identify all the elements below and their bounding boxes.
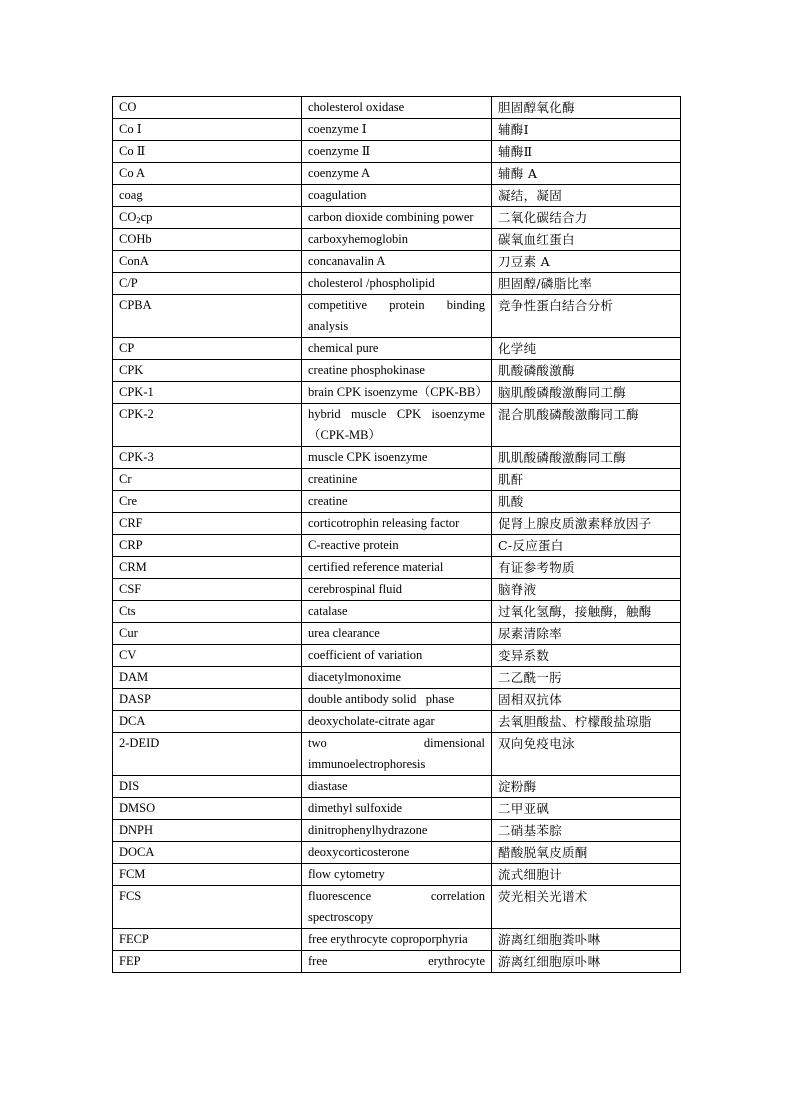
chinese-term-cell: 竞争性蛋白结合分析 [492, 295, 681, 338]
abbreviation-cell: CP [113, 338, 302, 360]
abbreviation-cell: CPK [113, 360, 302, 382]
chinese-term-cell: 游离红细胞粪卟啉 [492, 929, 681, 951]
chinese-term-cell: 混合肌酸磷酸激酶同工酶 [492, 404, 681, 447]
table-row [113, 360, 681, 382]
table-row [113, 623, 681, 645]
chinese-term-cell: 流式细胞计 [492, 864, 681, 886]
table-row [113, 251, 681, 273]
english-term-cell: competitive protein binding analysis [302, 295, 492, 338]
table-row [113, 119, 681, 141]
english-term-cell: deoxycholate-citrate agar [302, 711, 492, 733]
abbreviation-cell: DOCA [113, 842, 302, 864]
table-row [113, 141, 681, 163]
english-term-cell: coenzyme Ⅱ [302, 141, 492, 163]
table-row [113, 667, 681, 689]
english-term-cell: fluorescence correlation spectroscopy [302, 886, 492, 929]
table-row [113, 929, 681, 951]
abbreviation-cell: Co Ⅱ [113, 141, 302, 163]
table-row [113, 97, 681, 119]
chinese-term-cell: 荧光相关光谱术 [492, 886, 681, 929]
chinese-term-cell: 醋酸脱氧皮质酮 [492, 842, 681, 864]
english-term-cell: diastase [302, 776, 492, 798]
chinese-term-cell: 双向免疫电泳 [492, 733, 681, 776]
table-row [113, 579, 681, 601]
abbreviation-cell: CRF [113, 513, 302, 535]
chinese-term-cell: 刀豆素 A [492, 251, 681, 273]
abbreviation-cell: Cre [113, 491, 302, 513]
table-row [113, 645, 681, 667]
chinese-term-cell: 化学纯 [492, 338, 681, 360]
table-row [113, 601, 681, 623]
table-row [113, 469, 681, 491]
abbreviation-cell: CO [113, 97, 302, 119]
abbreviation-cell: ConA [113, 251, 302, 273]
chinese-term-cell: 二氧化碳结合力 [492, 207, 681, 229]
english-term-cell: dinitrophenylhydrazone [302, 820, 492, 842]
table-row [113, 513, 681, 535]
table-row [113, 535, 681, 557]
english-term-cell: coenzyme A [302, 163, 492, 185]
abbreviation-cell: C/P [113, 273, 302, 295]
english-term-cell: flow cytometry [302, 864, 492, 886]
chinese-term-cell: 肌酸 [492, 491, 681, 513]
abbreviation-cell: CPBA [113, 295, 302, 338]
table-row [113, 951, 681, 973]
table-row [113, 776, 681, 798]
abbreviation-cell: DMSO [113, 798, 302, 820]
abbreviation-cell: DASP [113, 689, 302, 711]
english-term-cell: cholesterol /phospholipid [302, 273, 492, 295]
abbreviation-cell: FECP [113, 929, 302, 951]
abbreviation-cell: CSF [113, 579, 302, 601]
table-row [113, 864, 681, 886]
table-row [113, 557, 681, 579]
english-term-cell: carbon dioxide combining power [302, 207, 492, 229]
chinese-term-cell: 二甲亚砜 [492, 798, 681, 820]
chinese-term-cell: 游离红细胞原卟啉 [492, 951, 681, 973]
abbreviation-main: CO [119, 210, 137, 224]
chinese-term-cell: 肌肌酸磷酸激酶同工酶 [492, 447, 681, 469]
abbreviation-cell: DCA [113, 711, 302, 733]
abbreviation-cell [113, 207, 302, 229]
english-term-cell: corticotrophin releasing factor [302, 513, 492, 535]
english-term-cell: creatinine [302, 469, 492, 491]
table-row [113, 447, 681, 469]
abbreviation-cell: CPK-1 [113, 382, 302, 404]
table-row [113, 229, 681, 251]
abbreviation-cell: Cur [113, 623, 302, 645]
table-row [113, 163, 681, 185]
chinese-term-cell: 辅酶Ⅱ [492, 141, 681, 163]
english-term-cell: certified reference material [302, 557, 492, 579]
english-term-cell: double antibody solid phase [302, 689, 492, 711]
english-term-cell: hybrid muscle CPK isoenzyme（CPK-MB） [302, 404, 492, 447]
chinese-term-cell: 胆固醇/磷脂比率 [492, 273, 681, 295]
english-term-cell: two dimensional immunoelectrophoresis [302, 733, 492, 776]
chinese-term-cell: 辅酶 A [492, 163, 681, 185]
abbreviation-cell: coag [113, 185, 302, 207]
table-row [113, 689, 681, 711]
abbreviation-cell: Cr [113, 469, 302, 491]
table-row [113, 886, 681, 929]
english-term-cell: dimethyl sulfoxide [302, 798, 492, 820]
chinese-term-cell: 肌酸磷酸激酶 [492, 360, 681, 382]
chinese-term-cell: 胆固醇氧化酶 [492, 97, 681, 119]
chinese-term-cell: 肌酐 [492, 469, 681, 491]
chinese-term-cell: 脑肌酸磷酸激酶同工酶 [492, 382, 681, 404]
abbreviation-cell: CRM [113, 557, 302, 579]
chinese-term-cell: 固相双抗体 [492, 689, 681, 711]
english-term-cell: coagulation [302, 185, 492, 207]
abbreviation-cell: CPK-3 [113, 447, 302, 469]
abbreviation-cell: DNPH [113, 820, 302, 842]
table-row [113, 185, 681, 207]
table-row [113, 295, 681, 338]
english-term-cell: creatine phosphokinase [302, 360, 492, 382]
table-row [113, 207, 681, 229]
chinese-term-cell: 二乙酰一肟 [492, 667, 681, 689]
abbreviation-cell: Cts [113, 601, 302, 623]
english-term-cell: cerebrospinal fluid [302, 579, 492, 601]
glossary-table [112, 96, 681, 973]
chinese-term-cell: 脑脊液 [492, 579, 681, 601]
english-term-cell: creatine [302, 491, 492, 513]
english-term-cell: free erythrocyte coproporphyria [302, 929, 492, 951]
abbreviation-cell: DAM [113, 667, 302, 689]
abbreviation-cell: CPK-2 [113, 404, 302, 447]
abbreviation-suffix: cp [140, 210, 153, 224]
table-row [113, 273, 681, 295]
abbreviation-cell: FCS [113, 886, 302, 929]
subscript: 2 [136, 215, 141, 225]
table-row [113, 820, 681, 842]
english-term-cell: brain CPK isoenzyme（CPK-BB） [302, 382, 492, 404]
english-term-cell: catalase [302, 601, 492, 623]
english-term-cell: coefficient of variation [302, 645, 492, 667]
chinese-term-cell: 过氧化氢酶，接触酶，触酶 [492, 601, 681, 623]
english-term-cell: diacetylmonoxime [302, 667, 492, 689]
chinese-term-cell: 去氧胆酸盐、柠檬酸盐琼脂 [492, 711, 681, 733]
table-row [113, 798, 681, 820]
abbreviation-cell: CV [113, 645, 302, 667]
chinese-term-cell: 碳氧血红蛋白 [492, 229, 681, 251]
abbreviation-cell: CRP [113, 535, 302, 557]
english-term-cell: C-reactive protein [302, 535, 492, 557]
abbreviation-cell: Co A [113, 163, 302, 185]
abbreviation-cell: FEP [113, 951, 302, 973]
chinese-term-cell: 二硝基苯腙 [492, 820, 681, 842]
table-row [113, 733, 681, 776]
chinese-term-cell: C-反应蛋白 [492, 535, 681, 557]
chinese-term-cell: 辅酶Ⅰ [492, 119, 681, 141]
abbreviation-cell: COHb [113, 229, 302, 251]
english-term-cell: carboxyhemoglobin [302, 229, 492, 251]
abbreviation-cell: FCM [113, 864, 302, 886]
table-row [113, 404, 681, 447]
english-term-cell: deoxycorticosterone [302, 842, 492, 864]
chinese-term-cell: 促肾上腺皮质激素释放因子 [492, 513, 681, 535]
abbreviation-cell: 2-DEID [113, 733, 302, 776]
english-term-cell: coenzyme Ⅰ [302, 119, 492, 141]
abbreviation-cell: DIS [113, 776, 302, 798]
table-row [113, 711, 681, 733]
english-term-cell: concanavalin A [302, 251, 492, 273]
chinese-term-cell: 尿素清除率 [492, 623, 681, 645]
chinese-term-cell: 凝结，凝固 [492, 185, 681, 207]
abbreviation-cell: Co Ⅰ [113, 119, 302, 141]
chinese-term-cell: 有证参考物质 [492, 557, 681, 579]
chinese-term-cell: 变异系数 [492, 645, 681, 667]
table-row [113, 842, 681, 864]
table-row [113, 382, 681, 404]
chinese-term-cell: 淀粉酶 [492, 776, 681, 798]
english-term-cell: chemical pure [302, 338, 492, 360]
english-term-cell: cholesterol oxidase [302, 97, 492, 119]
english-term-cell: free erythrocyte [302, 951, 492, 973]
english-term-cell: urea clearance [302, 623, 492, 645]
table-row [113, 491, 681, 513]
english-term-cell: muscle CPK isoenzyme [302, 447, 492, 469]
table-row [113, 338, 681, 360]
